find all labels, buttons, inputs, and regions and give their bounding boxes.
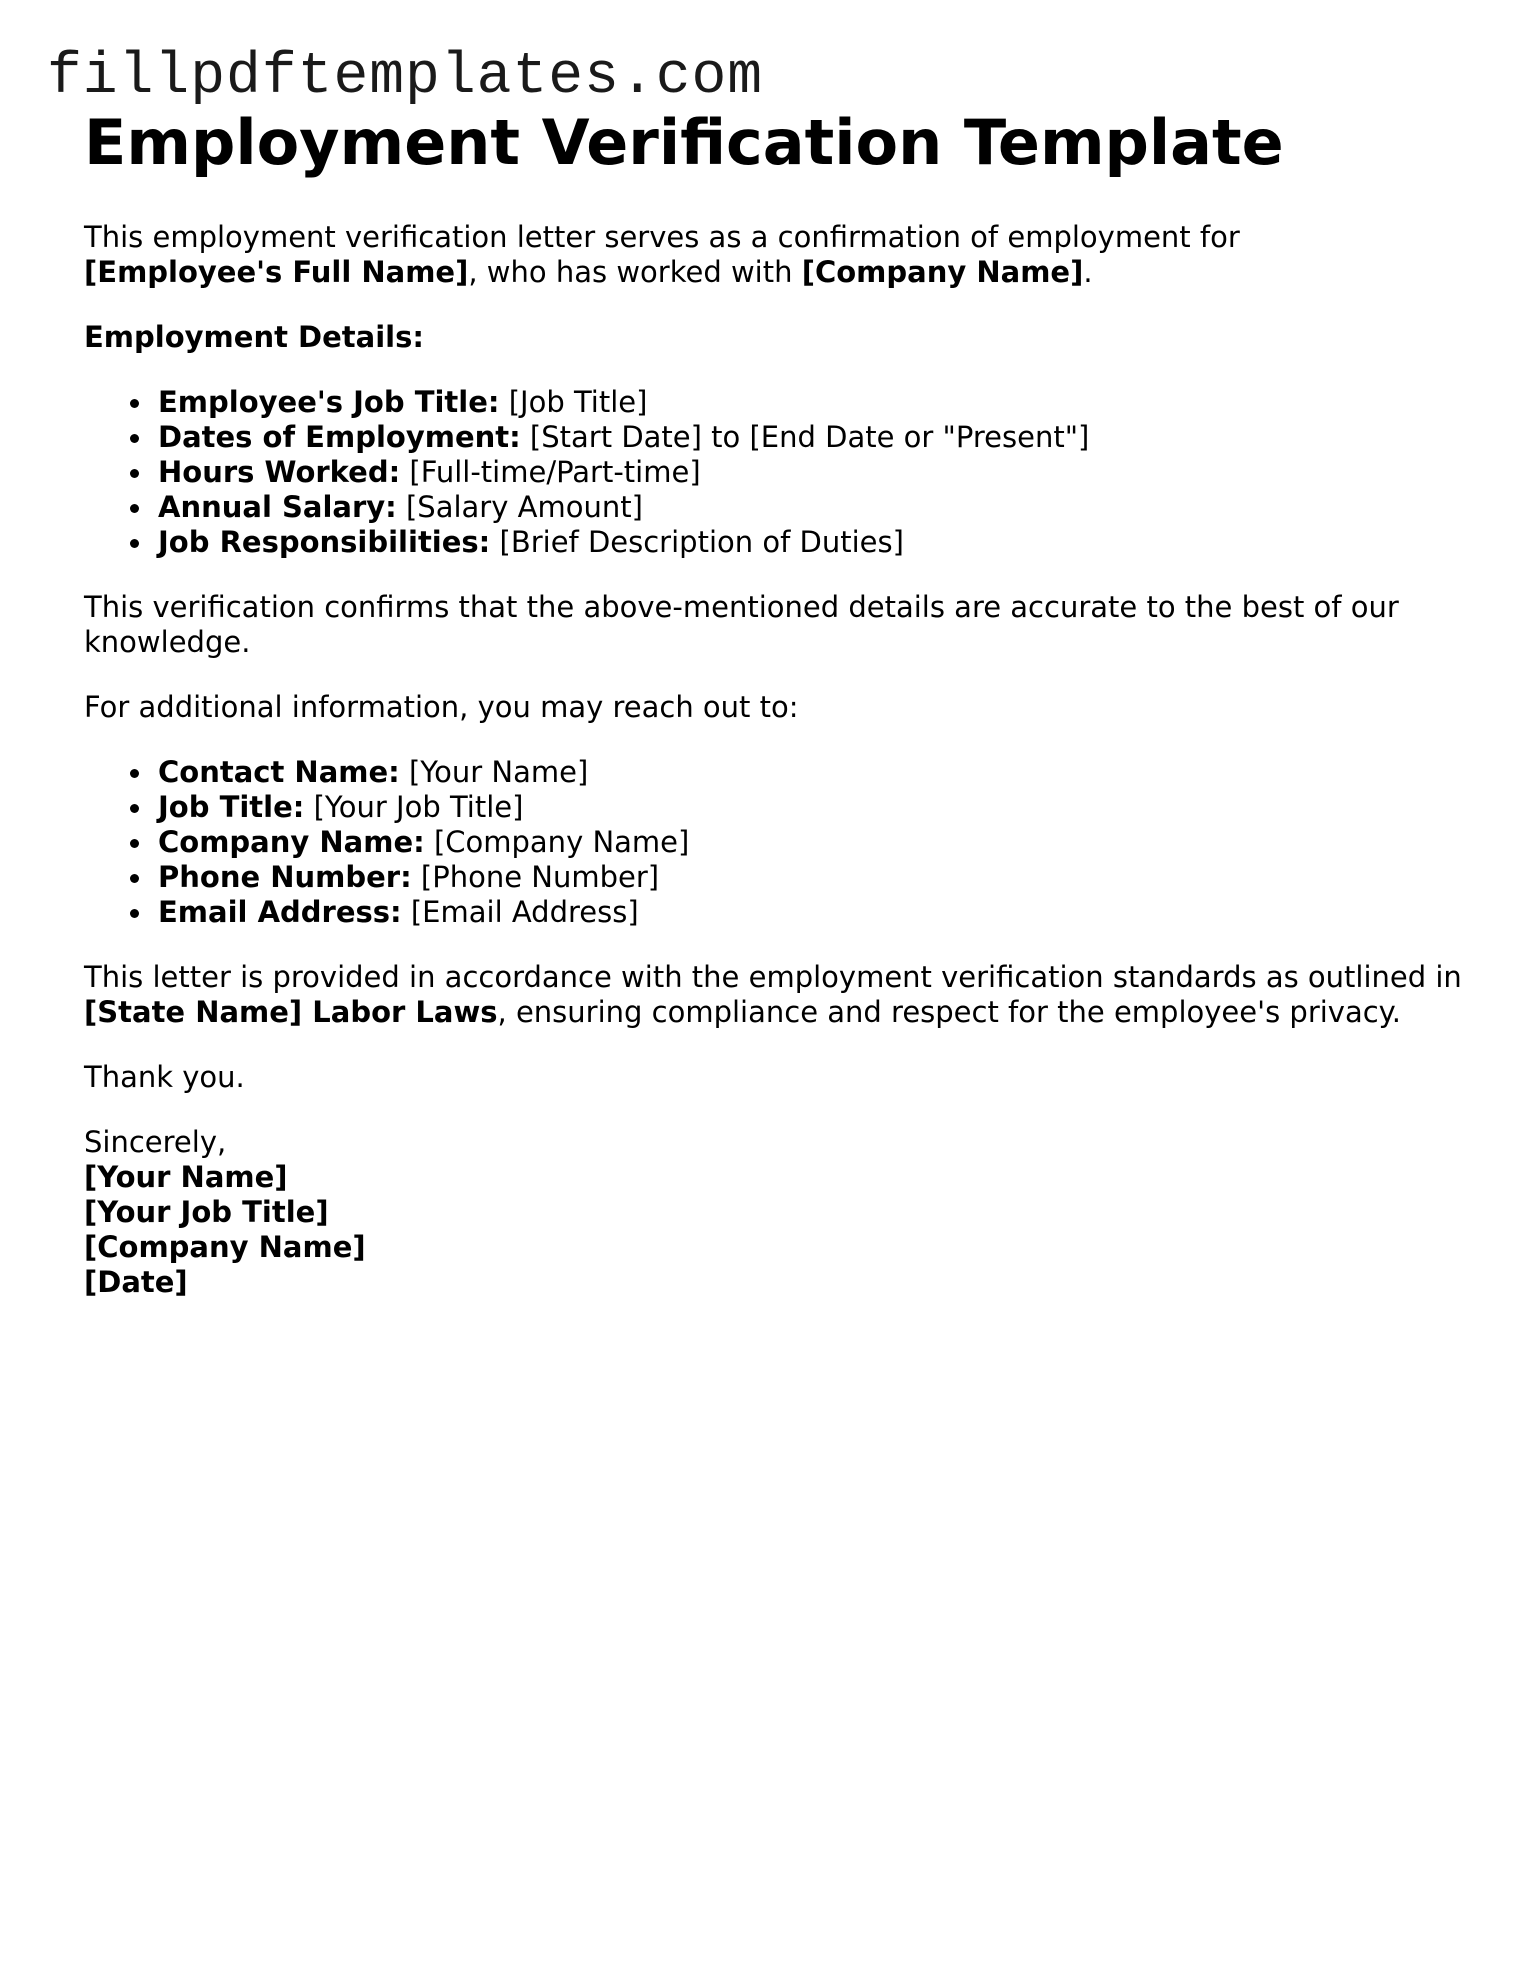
intro-text-2: , who has worked with — [468, 255, 802, 289]
list-item — [158, 790, 1464, 825]
detail-value: [Brief Description of Duties] — [490, 525, 904, 559]
signature-company: [Company Name] — [84, 1230, 366, 1264]
confirmation-paragraph: This verification confirms that the above-mentioned details are accurate to the best of our knowledge. — [84, 590, 1399, 659]
signature-block — [84, 1125, 1464, 1300]
detail-value: [Start Date] to [End Date or "Present"] — [520, 420, 1090, 454]
list-item — [158, 420, 1464, 455]
signature-date: [Date] — [84, 1265, 188, 1299]
signature-job-title: [Your Job Title] — [84, 1195, 329, 1229]
employee-name-placeholder: [Employee's Full Name] — [84, 255, 469, 289]
detail-label: Dates of Employment: — [158, 420, 521, 454]
list-item — [158, 825, 1464, 860]
closing-line: Sincerely, — [84, 1125, 227, 1159]
intro-text-3: . — [1083, 255, 1093, 289]
contact-value: [Company Name] — [424, 825, 690, 859]
contact-label: Email Address: — [158, 895, 402, 929]
employment-details-list — [84, 385, 1464, 560]
signature-name: [Your Name] — [84, 1160, 288, 1194]
contact-label: Phone Number: — [158, 860, 412, 894]
company-name-placeholder: [Company Name] — [801, 255, 1084, 289]
contact-value: [Phone Number] — [411, 860, 660, 894]
list-item — [158, 755, 1464, 790]
document-page — [84, 104, 1464, 1300]
list-item — [158, 455, 1464, 490]
contact-intro: For additional information, you may reach out to: — [84, 690, 799, 724]
contact-label: Company Name: — [158, 825, 425, 859]
intro-text-1: This employment verification letter serves as a confirmation of employment for — [84, 220, 1240, 254]
document-title: Employment Verification Template — [84, 106, 1284, 179]
list-item — [158, 895, 1464, 930]
detail-value: [Job Title] — [499, 385, 648, 419]
list-item — [158, 385, 1464, 420]
thanks-line: Thank you. — [84, 1060, 245, 1094]
intro-paragraph — [84, 220, 1464, 290]
list-item — [158, 525, 1464, 560]
compliance-paragraph — [84, 960, 1464, 1030]
contact-value: [Email Address] — [401, 895, 639, 929]
detail-label: Hours Worked: — [158, 455, 401, 489]
watermark: fillpdftemplates.com — [47, 45, 764, 110]
compliance-text-2: , ensuring compliance and respect for the employee's privacy. — [497, 995, 1401, 1029]
detail-value: [Salary Amount] — [396, 490, 643, 524]
detail-label: Employee's Job Title: — [158, 385, 500, 419]
detail-label: Job Responsibilities: — [158, 525, 491, 559]
compliance-text-1: This letter is provided in accordance with the employment verification standards as outlined in — [84, 960, 1462, 994]
contact-list — [84, 755, 1464, 930]
employment-details-heading: Employment Details: — [84, 320, 424, 354]
contact-value: [Your Job Title] — [304, 790, 524, 824]
state-law-placeholder: [State Name] Labor Laws — [84, 995, 498, 1029]
contact-label: Contact Name: — [158, 755, 400, 789]
list-item — [158, 490, 1464, 525]
contact-label: Job Title: — [158, 790, 305, 824]
detail-value: [Full-time/Part-time] — [400, 455, 701, 489]
list-item — [158, 860, 1464, 895]
contact-value: [Your Name] — [399, 755, 589, 789]
detail-label: Annual Salary: — [158, 490, 397, 524]
